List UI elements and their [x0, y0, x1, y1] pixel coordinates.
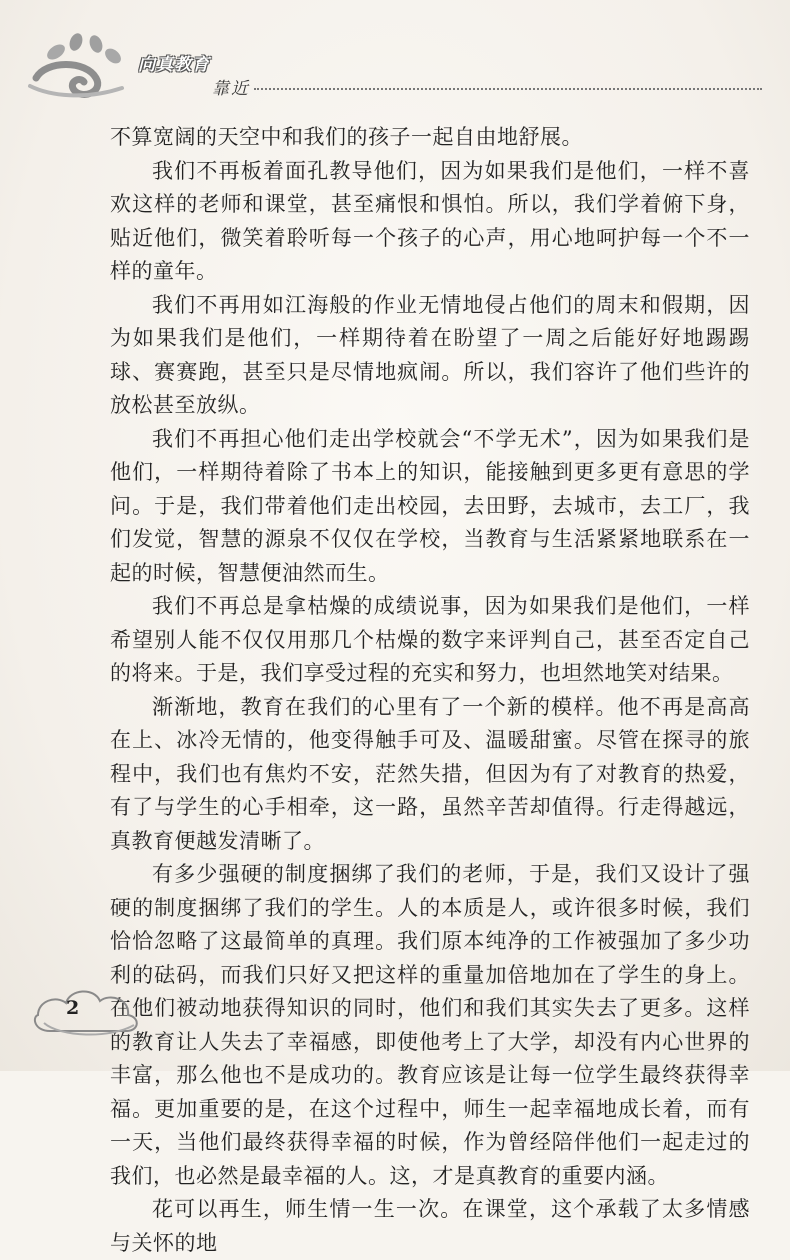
page-footer [30, 975, 150, 1045]
paragraph: 渐渐地，教育在我们的心里有了一个新的模样。他不再是高高在上、冰冷无情的，他变得触手可及、温暖甜蜜。尽管在探寻的旅程中，我们也有焦灼不安，茫然失措，但因为有了对教育的热爱，有了与学生的心手相牵，这一路，虽然辛苦却值得。行走得越远，真教育便越发清晰了。 [110, 694, 750, 853]
paragraph: 有多少强硬的制度捆绑了我们的老师，于是，我们又设计了强硬的制度捆绑了我们的学生。人的本质是人，或许很多时候，我们恰恰忽略了这最简单的真理。我们原本纯净的工作被强加了多少功利的砝码，而我们只好又把这样的重量加倍地加在了学生的身上。在他们被动地获得知识的同时，他们和我们其实失去了更多。这样的教育让人失去了幸福感，即使他考上了大学，却没有内心世界的丰富，那么他也不是成功的。教育应该是让每一位学生最终获得幸福。更加重要的是，在这个过程中，师生一起幸福地成长着，而有一天，当他们最终获得幸福的时候，作为曾经陪伴他们一起走过的我们，也必然是最幸福的人。这，才是真教育的重要内涵。 [110, 862, 750, 1188]
header-dotted-rule [254, 88, 762, 90]
paragraph: 我们不再用如江海般的作业无情地侵占他们的周末和假期，因为如果我们是他们，一样期待着在盼望了一周之后能好好地踢踢球、赛赛跑，甚至只是尽情地疯闹。所以，我们容许了他们些许的放松甚至放纵。 [110, 292, 750, 417]
paragraph: 不算宽阔的天空中和我们的孩子一起自由地舒展。 [110, 125, 583, 149]
hand-swirl-logo [26, 30, 136, 110]
paragraph: 我们不再板着面孔教导他们，因为如果我们是他们，一样不喜欢这样的老师和课堂，甚至痛恨和惧怕。所以，我们学着俯下身，贴近他们，微笑着聆听每一个孩子的心声，用心地呵护每一个不一样的童年。 [110, 158, 750, 283]
running-header [26, 30, 766, 110]
page-number: 2 [66, 997, 80, 1019]
header-title: 向真教育 [138, 55, 210, 75]
paragraph: 花可以再生，师生情一生一次。在课堂，这个承载了太多情感与关怀的地 [110, 1197, 750, 1255]
header-subtitle: 靠近 [212, 79, 250, 99]
body-text [110, 121, 750, 1260]
paragraph: 我们不再总是拿枯燥的成绩说事，因为如果我们是他们，一样希望别人能不仅仅用那几个枯燥的数字来评判自己，甚至否定自己的将来。于是，我们享受过程的充实和努力，也坦然地笑对结果。 [110, 594, 750, 685]
cloud-ornament-icon [30, 975, 150, 1045]
paragraph: 我们不再担心他们走出学校就会“不学无术”，因为如果我们是他们，一样期待着除了书本上的知识，能接触到更多更有意思的学问。于是，我们带着他们走出校园，去田野，去城市，去工厂，我们发觉，智慧的源泉不仅仅在学校，当教育与生活紧紧地联系在一起的时候，智慧便油然而生。 [110, 426, 750, 585]
